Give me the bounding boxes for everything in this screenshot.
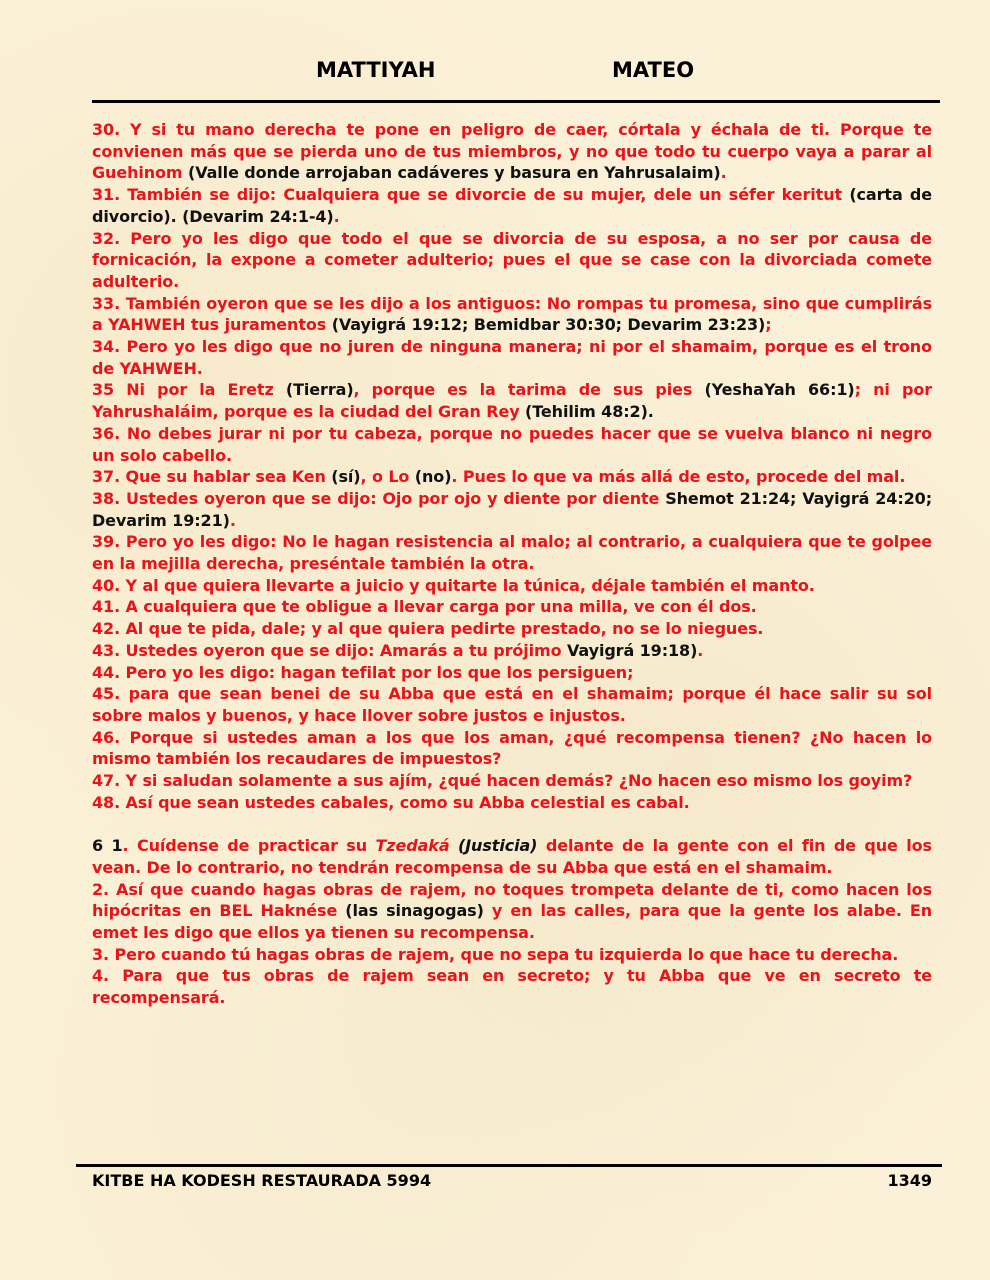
verse-43: 43. Ustedes oyeron que se dijo: Amarás a tu prójimo Vayigrá 19:18).: [92, 640, 704, 660]
header-rule: [92, 100, 940, 103]
verse-35: 35 Ni por la Eretz (Tierra), porque es la tarima de sus pies (YeshaYah 66:1); ni por Yahrushaláim, porque es la ciudad del Gran Rey (Tehilim 48:2).: [92, 380, 933, 422]
header-book-spanish: MATEO: [612, 58, 695, 82]
verse-33: 33. También oyeron que se les dijo a los antiguos: No rompas tu promesa, sino que cumplirás a YAHWEH tus juramentos (Vayigrá 19:12; Bemidbar 30:30; Devarim 23:23);: [92, 293, 932, 335]
scripture-text: [92, 119, 932, 1009]
verse-41: 41. A cualquiera que te obligue a llevar carga por una milla, ve con él dos.: [92, 597, 757, 617]
header-book-hebrew: MATTIYAH: [316, 58, 436, 82]
verse-48: 48. Así que sean ustedes cabales, como su Abba celestial es cabal.: [92, 792, 690, 812]
verse-38: 38. Ustedes oyeron que se dijo: Ojo por ojo y diente por diente Shemot 21:24; Vayigrá 24:20; Devarim 19:21).: [92, 488, 932, 530]
verse-47: 47. Y si saludan solamente a sus ajím, ¿qué hacen demás? ¿No hacen eso mismo los goyim?: [92, 771, 913, 791]
paragraph-gap: [92, 814, 932, 836]
chapter6-verse-4: 4. Para que tus obras de rajem sean en secreto; y tu Abba que ve en secreto te recompensará.: [92, 966, 932, 1008]
page-number: 1349: [887, 1171, 932, 1190]
verse-36: 36. No debes jurar ni por tu cabeza, porque no puedes hacer que se vuelva blanco ni negro un solo cabello.: [92, 423, 932, 465]
chapter6-verse-3: 3. Pero cuando tú hagas obras de rajem, que no sepa tu izquierda lo que hace tu derecha.: [92, 944, 899, 964]
verse-31: 31. También se dijo: Cualquiera que se divorcie de su mujer, dele un séfer keritut (carta de divorcio). (Devarim 24:1-4).: [92, 185, 932, 226]
verse-34: 34. Pero yo les digo que no juren de ninguna manera; ni por el shamaim, porque es el trono de YAHWEH.: [92, 337, 932, 378]
verse-37: 37. Que su hablar sea Ken (sí), o Lo (no). Pues lo que va más allá de esto, procede del mal.: [92, 467, 906, 487]
verse-46: 46. Porque si ustedes aman a los que los aman, ¿qué recompensa tienen? ¿No hacen lo mismo también los recaudares de impuestos?: [92, 727, 932, 769]
page-header: [0, 58, 990, 90]
verse-40: 40. Y al que quiera llevarte a juicio y quitarte la túnica, déjale también el manto.: [92, 575, 815, 595]
verse-44: 44. Pero yo les digo: hagan tefilat por los que los persiguen;: [92, 662, 634, 682]
footer-title: KITBE HA KODESH RESTAURADA 5994: [92, 1171, 432, 1190]
verse-32: 32. Pero yo les digo que todo el que se divorcia de su esposa, a no ser por causa de fornicación, la expone a cometer adulterio; pues el que se case con la divorciada comete adulterio.: [92, 228, 932, 291]
chapter6-verse-2: 2. Así que cuando hagas obras de rajem, no toques trompeta delante de ti, como hacen los hipócritas en BEL Haknése (las sinagogas) y en las calles, para que la gente los alabe. En emet les digo que ellos ya tienen su recompensa.: [92, 879, 932, 942]
verse-39: 39. Pero yo les digo: No le hagan resistencia al malo; al contrario, a cualquiera que te golpee en la mejilla derecha, preséntale también la otra.: [92, 532, 932, 574]
footer-rule: [76, 1164, 942, 1167]
chapter6-verse-1: 6 1. Cuídense de practicar su Tzedaká (Justicia) delante de la gente con el fin de que los vean. De lo contrario, no tendrán recompensa de su Abba que está en el shamaim.: [92, 836, 932, 877]
verse-42: 42. Al que te pida, dale; y al que quiera pedirte prestado, no se lo niegues.: [92, 619, 764, 639]
verse-30: 30. Y si tu mano derecha te pone en peligro de caer, córtala y échala de ti. Porque te convienen más que se pierda uno de tus miembros, y no que todo tu cuerpo vaya a parar al Guehinom (Valle donde arrojaban cadáveres y basura en Yahrusalaim).: [92, 120, 932, 183]
verse-45: 45. para que sean benei de su Abba que está en el shamaim; porque él hace salir su sol sobre malos y buenos, y hace llover sobre justos e injustos.: [92, 684, 932, 725]
